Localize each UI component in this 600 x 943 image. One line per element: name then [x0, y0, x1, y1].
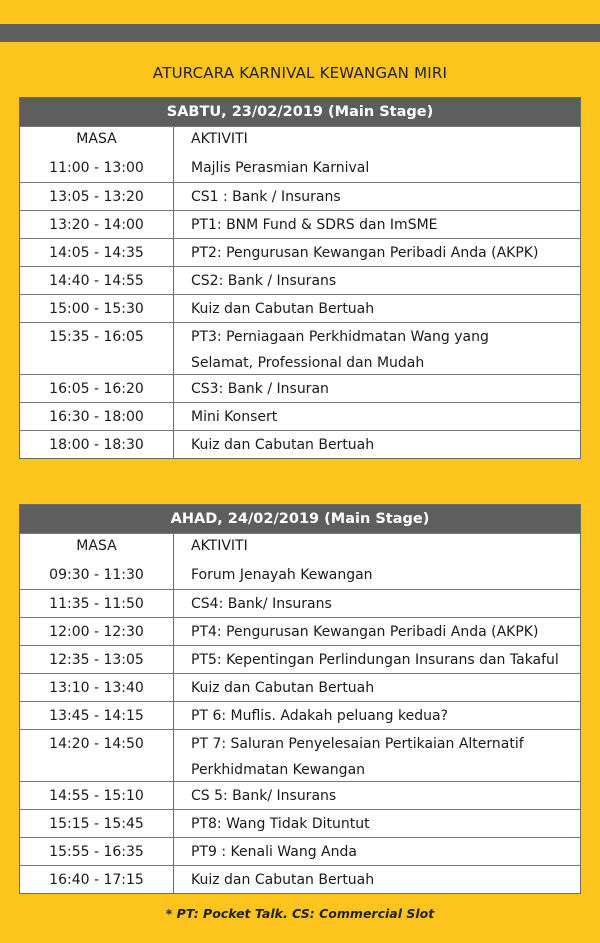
time-cell: 11:00 - 13:00 [20, 154, 174, 182]
activity-cell [174, 618, 580, 645]
time-cell: 13:05 - 13:20 [20, 183, 174, 210]
table-row [20, 781, 580, 809]
footnote: * PT: Pocket Talk. CS: Commercial Slot [165, 906, 435, 921]
activity-cell [174, 590, 580, 617]
activity-text: PT8: Wang Tidak Dituntut [191, 816, 370, 832]
activity-text: PT2: Pengurusan Kewangan Peribadi Anda (AKPK) [191, 245, 539, 261]
column-header-time: MASA [20, 534, 174, 561]
day-header: SABTU, 23/02/2019 (Main Stage) [20, 98, 580, 126]
table-row [20, 238, 580, 266]
schedule-rows [20, 154, 580, 458]
activity-text: CS4: Bank/ Insurans [191, 596, 332, 612]
activity-cell [174, 866, 580, 893]
time-cell: 13:10 - 13:40 [20, 674, 174, 701]
activity-cell [174, 782, 580, 809]
time-cell: 12:00 - 12:30 [20, 618, 174, 645]
time-cell: 13:20 - 14:00 [20, 211, 174, 238]
time-cell: 14:55 - 15:10 [20, 782, 174, 809]
time-cell: 11:35 - 11:50 [20, 590, 174, 617]
table-row [20, 154, 580, 182]
activity-text: Kuiz dan Cabutan Bertuah [191, 437, 375, 453]
activity-cell [174, 211, 580, 238]
time-cell: 15:35 - 16:05 [20, 323, 174, 374]
table-row [20, 617, 580, 645]
activity-text: Kuiz dan Cabutan Bertuah [191, 872, 375, 888]
activity-cell [174, 561, 580, 589]
table-row [20, 294, 580, 322]
activity-cell [174, 730, 580, 781]
table-row [20, 701, 580, 729]
time-cell: 15:15 - 15:45 [20, 810, 174, 837]
activity-text: Mini Konsert [191, 409, 278, 425]
table-row [20, 837, 580, 865]
table-row [20, 210, 580, 238]
time-cell: 14:05 - 14:35 [20, 239, 174, 266]
table-row [20, 865, 580, 893]
activity-cell [174, 431, 580, 458]
column-header-activity: AKTIVITI [191, 131, 248, 147]
column-header-row [20, 533, 580, 561]
activity-cell [174, 810, 580, 837]
table-row [20, 589, 580, 617]
table-row [20, 266, 580, 294]
page-title: ATURCARA KARNIVAL KEWANGAN MIRI [152, 64, 448, 82]
table-row [20, 809, 580, 837]
time-cell: 15:55 - 16:35 [20, 838, 174, 865]
time-cell: 12:35 - 13:05 [20, 646, 174, 673]
top-stripe [0, 24, 600, 42]
activity-cell [174, 154, 580, 182]
table-row [20, 673, 580, 701]
table-row [20, 729, 580, 781]
time-cell: 14:20 - 14:50 [20, 730, 174, 781]
time-cell: 14:40 - 14:55 [20, 267, 174, 294]
activity-text: CS3: Bank / Insuran [191, 381, 329, 397]
activity-text: PT 6: Muflis. Adakah peluang kedua? [191, 708, 448, 724]
activity-cell [174, 674, 580, 701]
table-row [20, 322, 580, 374]
table-row [20, 402, 580, 430]
activity-cell [174, 267, 580, 294]
activity-text: PT4: Pengurusan Kewangan Peribadi Anda (AKPK) [191, 624, 539, 640]
activity-text: CS1 : Bank / Insurans [191, 189, 341, 205]
schedule-rows [20, 561, 580, 893]
day-header: AHAD, 24/02/2019 (Main Stage) [20, 505, 580, 533]
activity-cell [174, 183, 580, 210]
activity-cell [174, 403, 580, 430]
activity-text: Majlis Perasmian Karnival [191, 160, 370, 176]
activity-cell [174, 702, 580, 729]
activity-text: PT9 : Kenali Wang Anda [191, 844, 357, 860]
activity-text: PT 7: Saluran Penyelesaian Pertikaian Alternatif [191, 736, 524, 752]
column-header-time: MASA [20, 127, 174, 154]
activity-text: Forum Jenayah Kewangan [191, 567, 373, 583]
top-banner [0, 0, 600, 44]
activity-cell [174, 295, 580, 322]
activity-text: PT5: Kepentingan Perlindungan Insurans dan Takaful [191, 652, 559, 668]
activity-text: Kuiz dan Cabutan Bertuah [191, 680, 375, 696]
table-row [20, 430, 580, 458]
activity-cell [174, 323, 580, 374]
column-header-row [20, 126, 580, 154]
time-cell: 16:30 - 18:00 [20, 403, 174, 430]
table-row [20, 561, 580, 589]
time-cell: 13:45 - 14:15 [20, 702, 174, 729]
activity-text: PT3: Perniagaan Perkhidmatan Wang yang [191, 329, 489, 345]
time-cell: 09:30 - 11:30 [20, 561, 174, 589]
table-row [20, 645, 580, 673]
time-cell: 18:00 - 18:30 [20, 431, 174, 458]
time-cell: 15:00 - 15:30 [20, 295, 174, 322]
activity-text-continued: Perkhidmatan Kewangan [191, 762, 366, 778]
time-cell: 16:05 - 16:20 [20, 375, 174, 402]
schedule-table-sunday [19, 504, 581, 894]
column-header-activity: AKTIVITI [191, 538, 248, 554]
activity-text: CS 5: Bank/ Insurans [191, 788, 337, 804]
activity-cell [174, 239, 580, 266]
time-cell: 16:40 - 17:15 [20, 866, 174, 893]
activity-text-continued: Selamat, Professional dan Mudah [191, 355, 425, 371]
activity-text: CS2: Bank / Insurans [191, 273, 337, 289]
activity-cell [174, 646, 580, 673]
table-row [20, 182, 580, 210]
activity-text: Kuiz dan Cabutan Bertuah [191, 301, 375, 317]
activity-text: PT1: BNM Fund & SDRS dan ImSME [191, 217, 438, 233]
schedule-table-saturday [19, 97, 581, 459]
activity-cell [174, 375, 580, 402]
table-row [20, 374, 580, 402]
activity-cell [174, 838, 580, 865]
